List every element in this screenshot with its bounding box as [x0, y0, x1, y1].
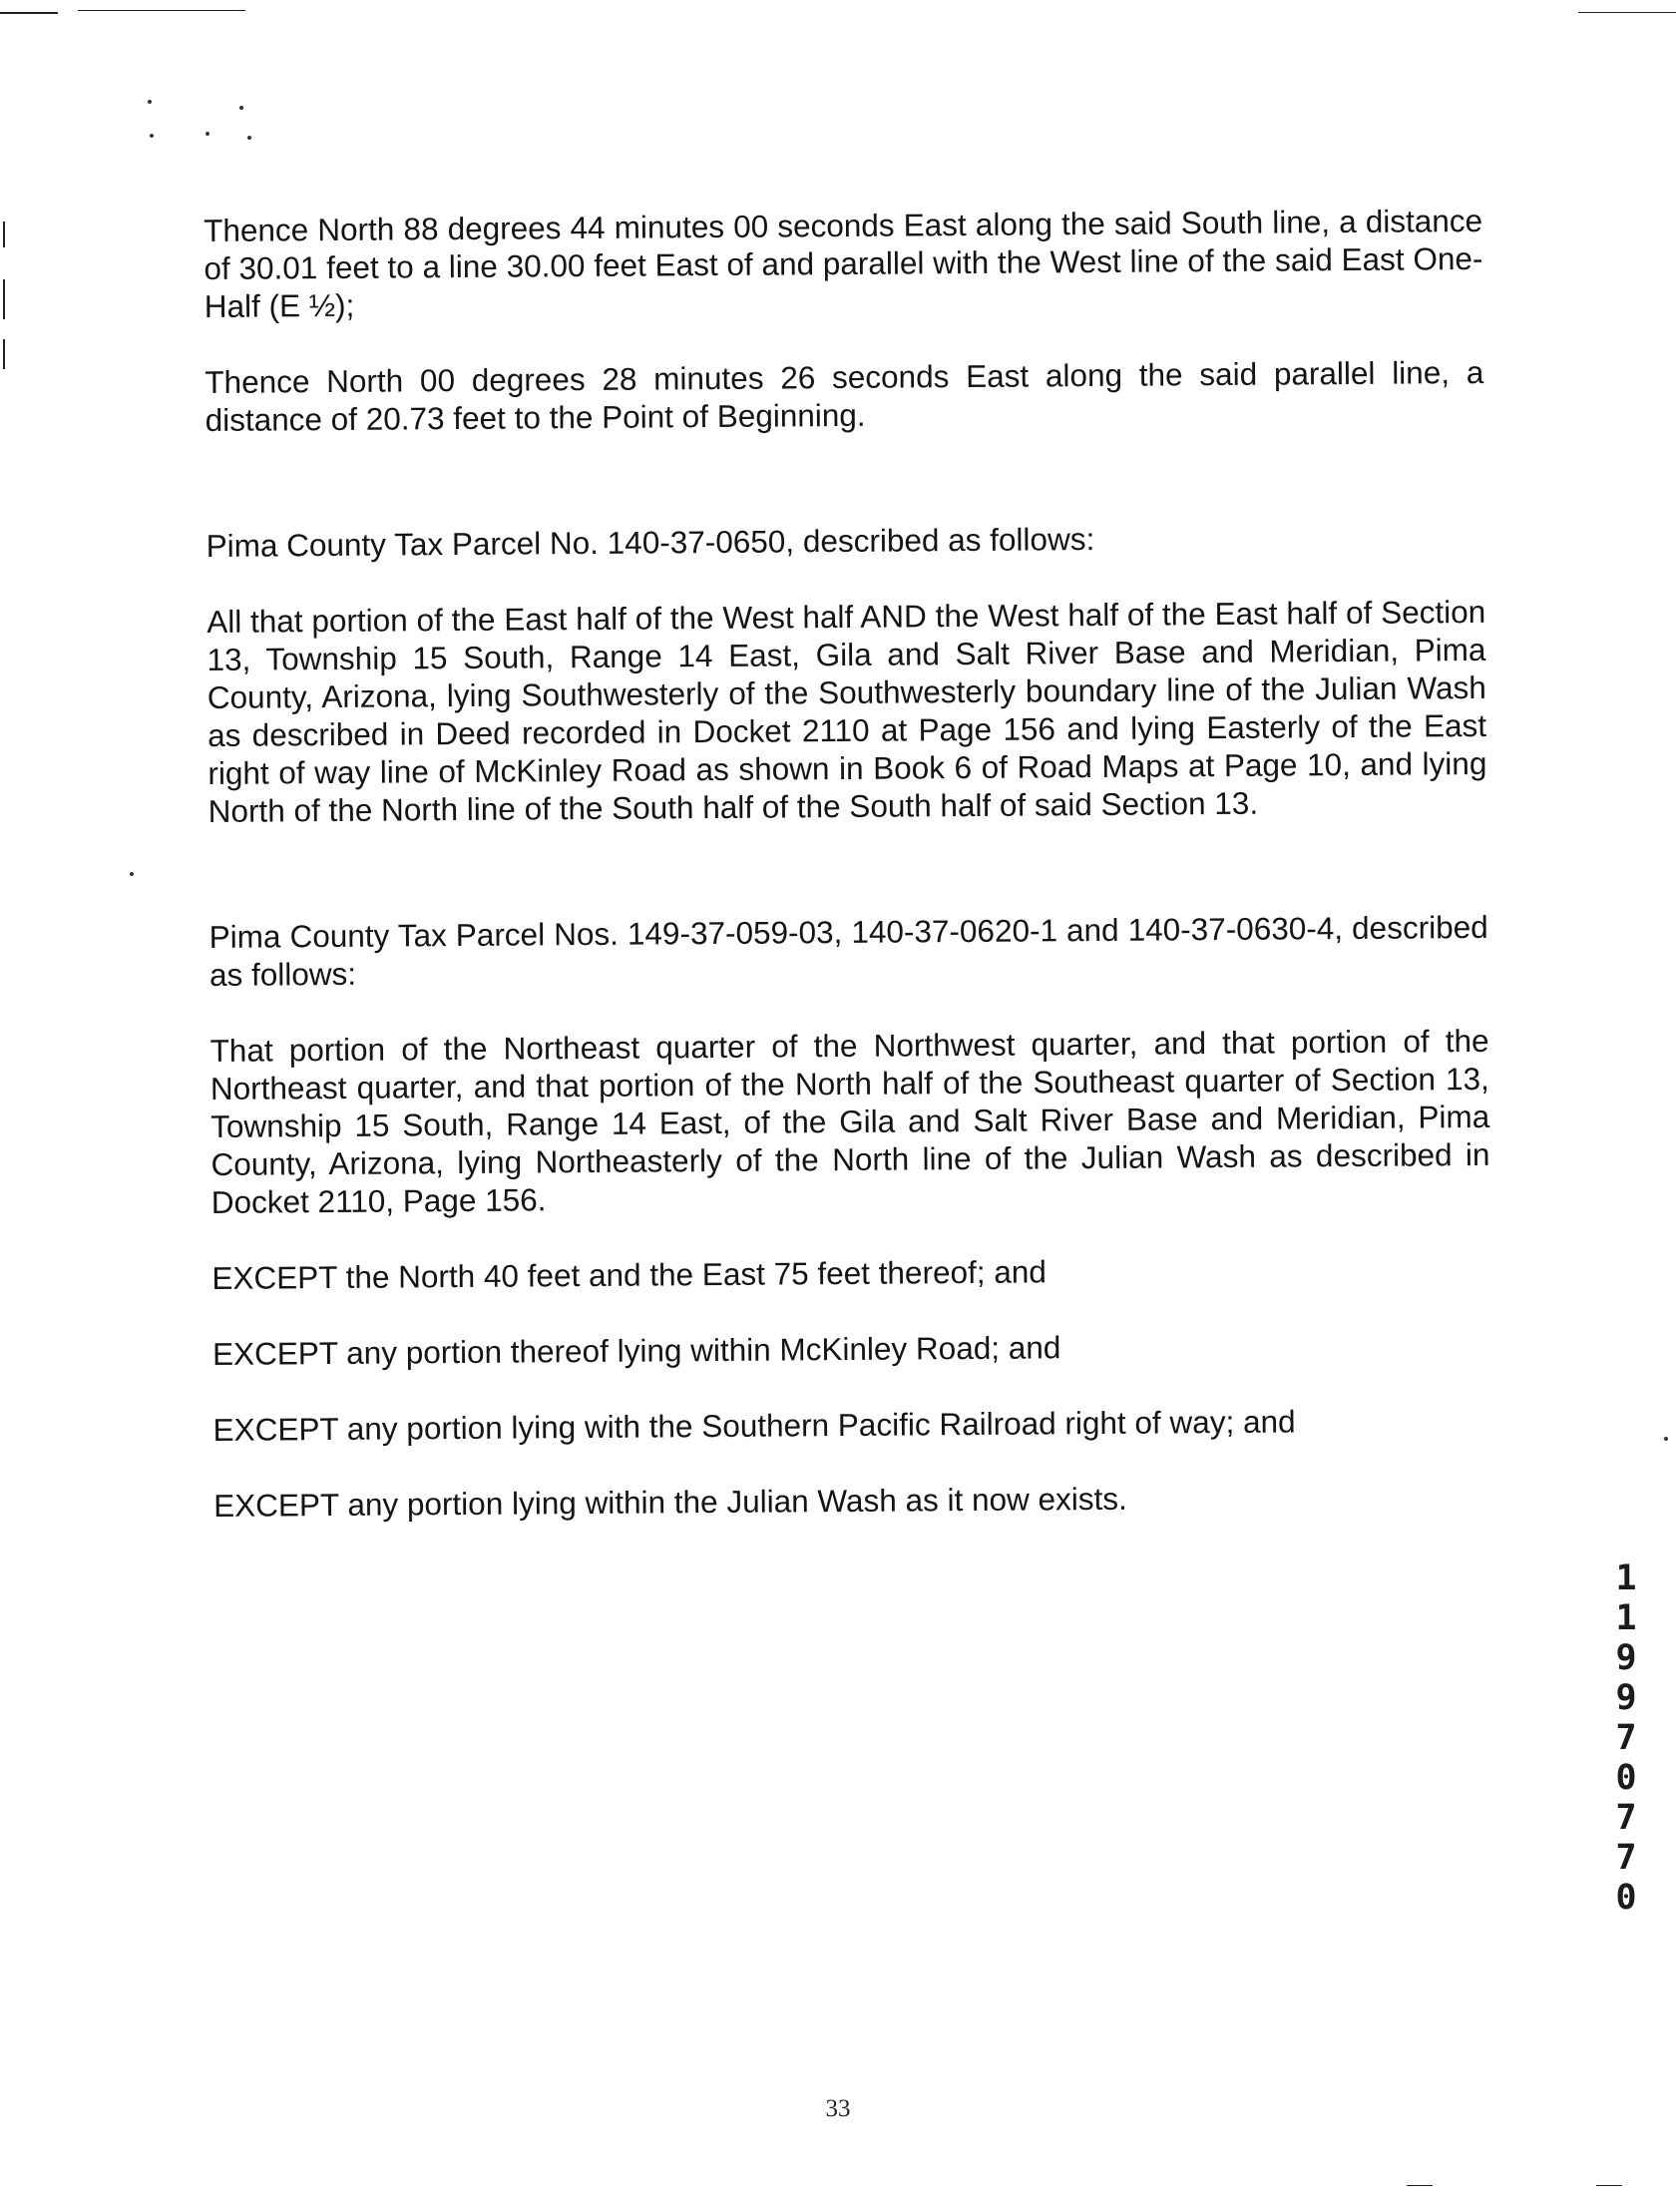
- exception-julian-wash: EXCEPT any portion lying within the Julian Wash as it now exists.: [213, 1480, 1127, 1524]
- scan-artifact-speck: [148, 100, 152, 104]
- scan-artifact-speck: [239, 106, 243, 110]
- legal-description: [204, 202, 1492, 1525]
- parcel-heading-multiple: Pima County Tax Parcel Nos. 149-37-059-03, 140-37-0620-1 and 140-37-0630-4, described as follows:: [209, 908, 1488, 993]
- paragraph-thence-north-88: Thence North 88 degrees 44 minutes 00 seconds East along the said South line, a distance of 30.01 feet to a line 30.00 feet East of and parallel with the West line of the said East One-Half (E ½);: [204, 202, 1483, 324]
- scan-artifact-speck: [247, 136, 251, 140]
- exception-north-40-feet: EXCEPT the North 40 feet and the East 75 feet thereof; and: [211, 1253, 1047, 1296]
- recording-stamp: 11997 0770: [1615, 1558, 1658, 1918]
- exception-railroad: EXCEPT any portion lying with the Southern Pacific Railroad right of way; and: [212, 1403, 1296, 1448]
- paragraph-northeast-quarter: That portion of the Northeast quarter of the Northwest quarter, and that portion of the Northeast quarter, and that portion of the North half of the Southeast quarter of Section 13, Township 15 South, Range 14 East, of the Gila and Salt River Base and Meridian, Pima County, Arizona, lying Northeasterly of the North line of the Julian Wash as described in Docket 2110, Page 156.: [210, 1022, 1490, 1220]
- scan-artifact-speck: [206, 132, 210, 136]
- scan-artifact-margin-mark: [3, 339, 5, 369]
- page-number: 33: [825, 2095, 851, 2122]
- scan-artifact-margin-mark: [3, 279, 5, 319]
- scan-artifact-rule-top-right: [1578, 12, 1676, 13]
- parcel-heading-140-37-0650: Pima County Tax Parcel No. 140-37-0650, described as follows:: [206, 520, 1095, 564]
- scan-artifact-rule-bottom-right: [1596, 2185, 1622, 2186]
- exception-mckinley-road: EXCEPT any portion thereof lying within McKinley Road; and: [211, 1329, 1061, 1372]
- scan-artifact-speck: [150, 134, 154, 138]
- scan-artifact-margin-mark: [3, 221, 5, 247]
- scan-artifact-rule-top-left: [0, 12, 58, 14]
- scan-artifact-speck: [1664, 1437, 1668, 1441]
- paragraph-thence-north-00: Thence North 00 degrees 28 minutes 26 seconds East along the said parallel line, a distance of 20.73 feet to the Point of Beginning.: [205, 353, 1484, 438]
- scan-artifact-rule-top-center: [78, 10, 245, 11]
- scan-artifact-rule-bottom-right: [1407, 2185, 1433, 2186]
- paragraph-east-half-west-half: All that portion of the East half of the West half AND the West half of the East half of Section 13, Township 15 South, Range 14 East, Gila and Salt River Base and Meridian, Pima County, Arizona, lying Southwesterly of the Southwesterly boundary line of the Julian Wash as described in Deed recorded in Docket 2110 at Page 156 and lying Easterly of the East right of way line of McKinley Road as shown in Book 6 of Road Maps at Page 10, and lying North of the North line of the South half of the South half of said Section 13.: [207, 593, 1487, 829]
- scan-artifact-speck: [130, 872, 134, 876]
